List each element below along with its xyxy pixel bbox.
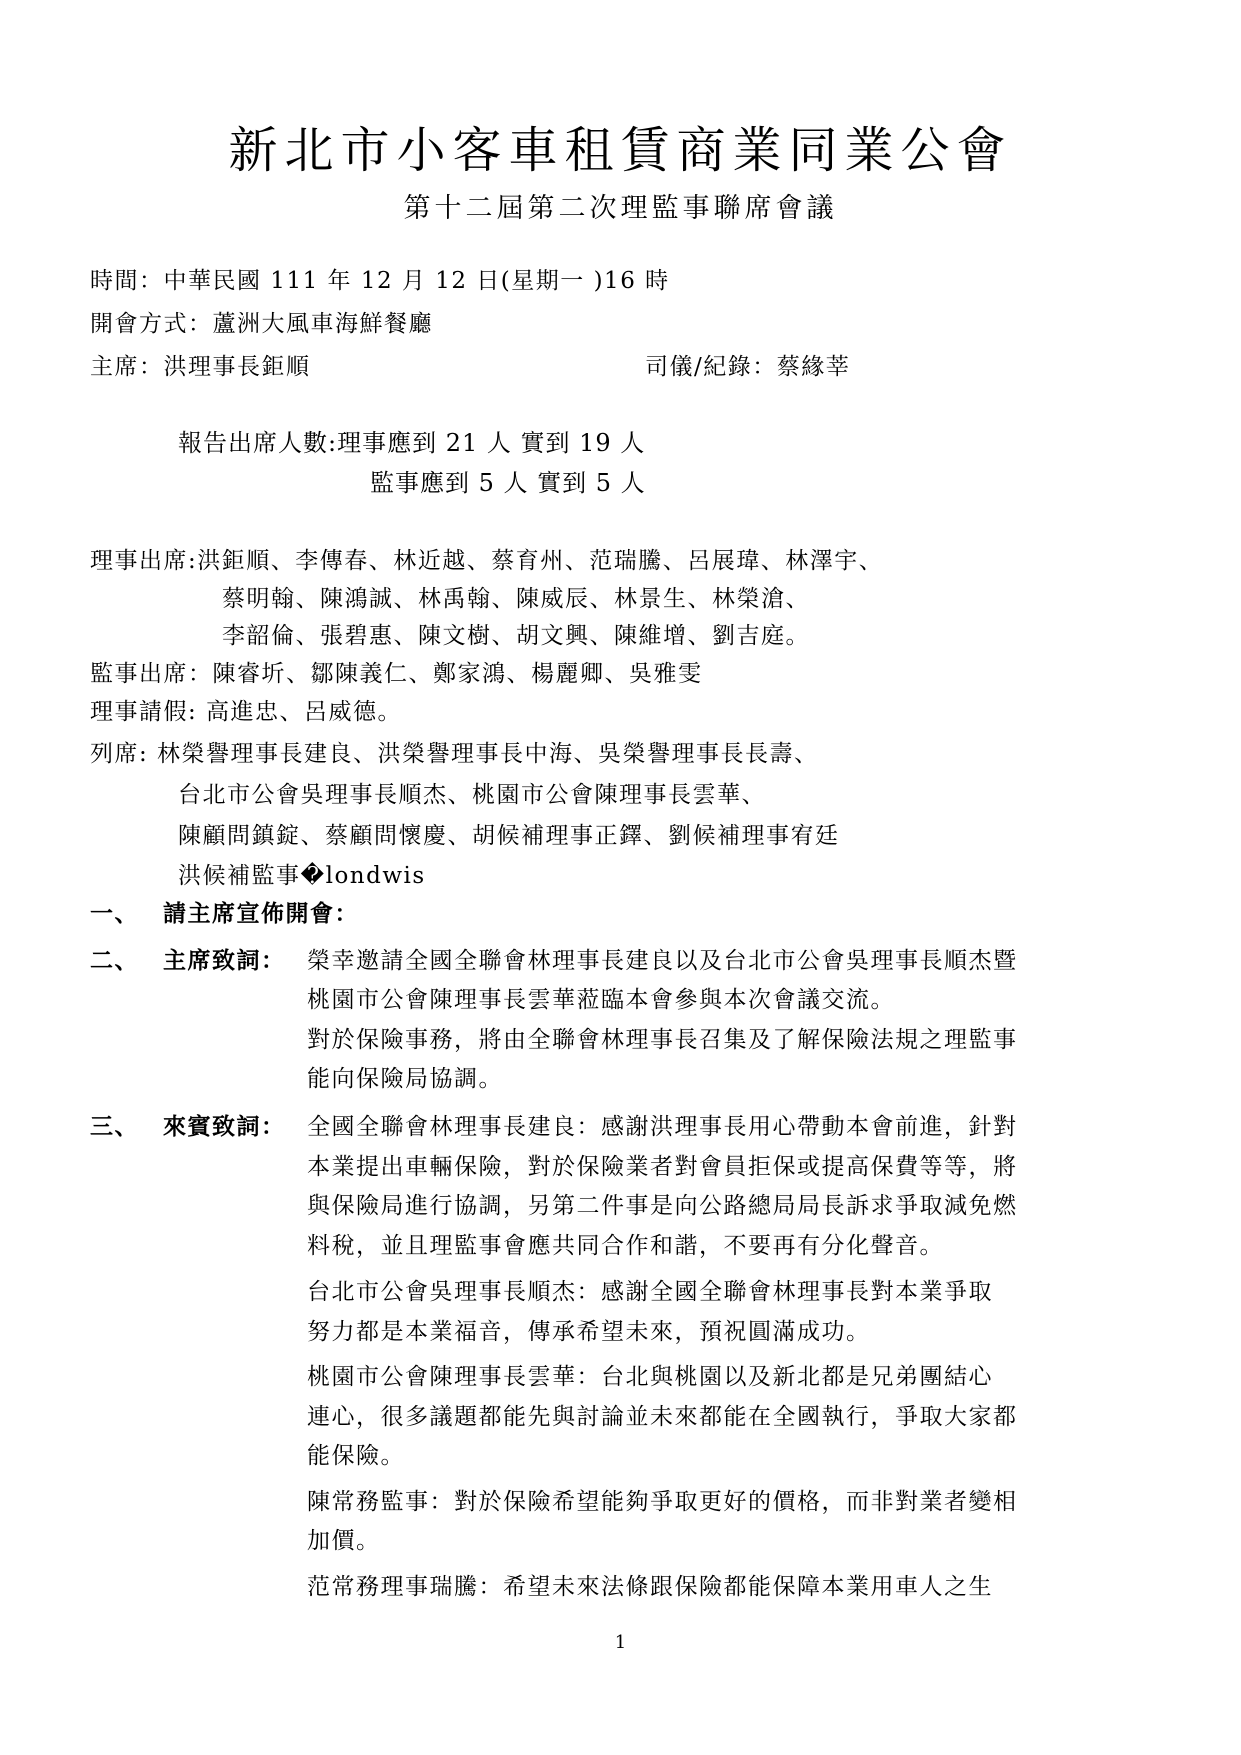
- section-3-line: 范常務理事瑞騰：希望未來法條跟保險都能保障本業用車人之生: [307, 1574, 993, 1600]
- directors-on-leave: 理事請假: 高進忠、呂威德。: [90, 699, 403, 725]
- guests-line: 列席: 林榮譽理事長建良、洪榮譽理事長中海、吳榮譽理事長長壽、: [90, 741, 819, 767]
- section-3-line: 連心，很多議題都能先與討論並未來都能在全國執行，爭取大家都: [307, 1404, 1018, 1430]
- section-3-line: 全國全聯會林理事長建良：感謝洪理事長用心帶動本會前進，針對: [307, 1114, 1018, 1140]
- section-3-line: 加價。: [307, 1528, 381, 1554]
- meeting-time: 時間：中華民國 111 年 12 月 12 日(星期一 )16 時: [90, 268, 670, 294]
- section-2-line: 桃園市公會陳理事長雲華蒞臨本會參與本次會議交流。: [307, 987, 895, 1013]
- guests-line: 洪候補監事�londwis: [178, 863, 426, 889]
- section-1-number: 一、: [90, 900, 139, 927]
- guests-line: 台北市公會吳理事長順杰、桃園市公會陳理事長雲華、: [178, 782, 766, 808]
- section-2-line: 榮幸邀請全國全聯會林理事長建良以及台北市公會吳理事長順杰暨: [307, 948, 1018, 974]
- meeting-subtitle: 第十二屆第二次理監事聯席會議: [403, 193, 838, 224]
- directors-present-line: 李韶倫、張碧惠、陳文樹、胡文興、陳維增、劉吉庭。: [222, 623, 810, 649]
- section-2-title: 主席致詞：: [163, 947, 286, 974]
- section-3-line: 台北市公會吳理事長順杰：感謝全國全聯會林理事長對本業爭取: [307, 1279, 993, 1305]
- section-3-line: 陳常務監事：對於保險希望能夠爭取更好的價格，而非對業者變相: [307, 1489, 1018, 1515]
- page-number: 1: [614, 1632, 627, 1653]
- meeting-venue: 開會方式：蘆洲大風車海鮮餐廳: [90, 311, 433, 337]
- section-3-line: 能保險。: [307, 1443, 405, 1469]
- document-title: 新北市小客車租賃商業同業公會: [228, 122, 1013, 179]
- section-2-line: 能向保險局協調。: [307, 1066, 503, 1092]
- section-3-line: 本業提出車輛保險，對於保險業者對會員拒保或提高保費等等，將: [307, 1154, 1018, 1180]
- directors-present-line: 理事出席:洪鉅順、李傳春、林近越、蔡育州、范瑞騰、呂展瑋、林澤宇、: [90, 548, 884, 574]
- section-3-line: 與保險局進行協調，另第二件事是向公路總局局長訴求爭取減免燃: [307, 1193, 1018, 1219]
- section-2-line: 對於保險事務，將由全聯會林理事長召集及了解保險法規之理監事: [307, 1027, 1018, 1053]
- section-3-number: 三、: [90, 1113, 139, 1140]
- meeting-chair: 主席：洪理事長鉅順: [90, 354, 311, 380]
- guests-line: 陳顧問鎮錠、蔡顧問懷慶、胡候補理事正鐸、劉候補理事宥廷: [178, 823, 840, 849]
- section-3-title: 來賓致詞：: [163, 1113, 286, 1140]
- attendance-directors: 報告出席人數:理事應到 21 人 實到 19 人: [178, 429, 646, 457]
- section-2-number: 二、: [90, 947, 139, 974]
- section-3-line: 桃園市公會陳理事長雲華：台北與桃園以及新北都是兄弟團結心: [307, 1364, 993, 1390]
- supervisors-present: 監事出席：陳睿圻、鄒陳義仁、鄭家鴻、楊麗卿、吳雅雯: [90, 661, 703, 687]
- directors-present-line: 蔡明翰、陳鴻誠、林禹翰、陳威辰、林景生、林榮滄、: [222, 586, 810, 612]
- meeting-recorder: 司儀/紀錄：蔡緣莘: [645, 354, 851, 380]
- attendance-supervisors: 監事應到 5 人 實到 5 人: [370, 469, 646, 497]
- section-1-title: 請主席宣佈開會：: [163, 900, 359, 927]
- section-3-line: 努力都是本業福音，傳承希望未來，預祝圓滿成功。: [307, 1319, 871, 1345]
- section-3-line: 料稅，並且理監事會應共同合作和諧，不要再有分化聲音。: [307, 1233, 944, 1259]
